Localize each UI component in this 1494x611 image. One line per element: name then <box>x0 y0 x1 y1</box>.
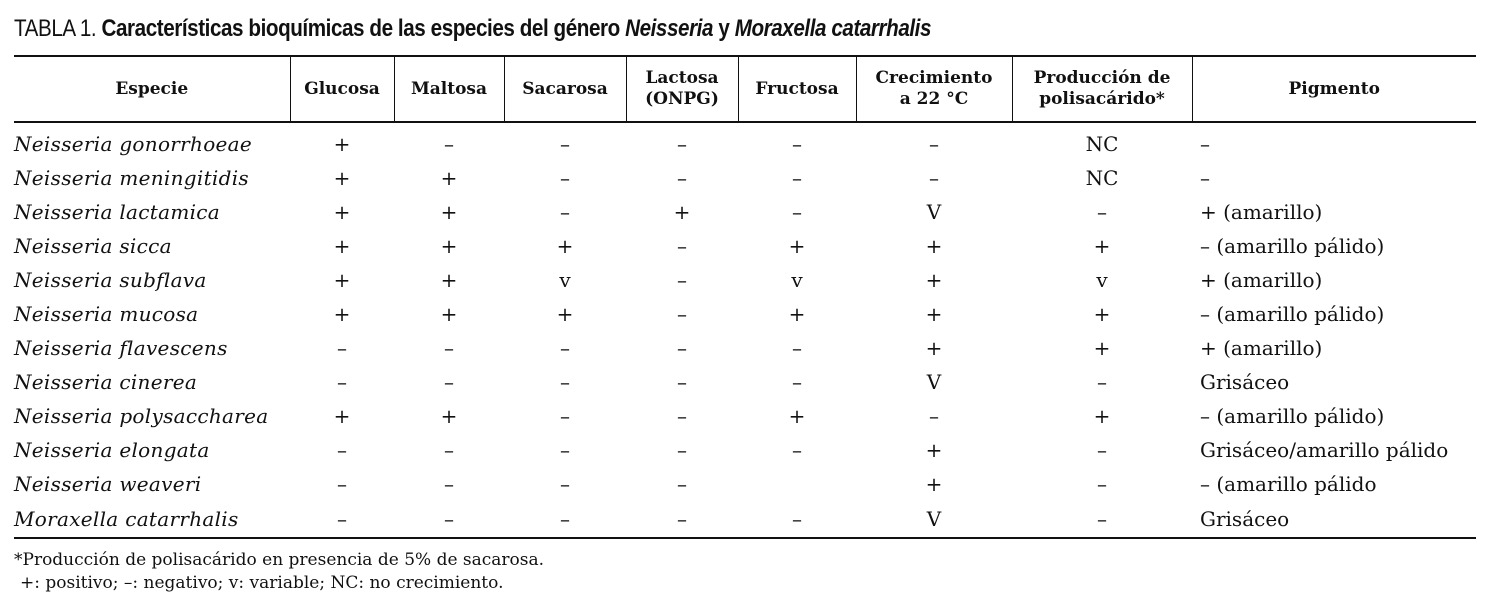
result-cell: – <box>929 132 939 156</box>
column-header <box>738 56 856 122</box>
result-cell: – <box>626 501 738 538</box>
pigment-cell: Grisáceo <box>1192 501 1476 538</box>
species-cell: Neisseria flavescens <box>14 336 228 360</box>
result-cell: – <box>560 472 570 496</box>
species-cell: Neisseria elongata <box>14 438 210 462</box>
result-cell: – <box>792 200 802 224</box>
column-header-line2: polisacárido* <box>1039 89 1165 109</box>
title-italic-genus: Neisseria <box>625 15 714 42</box>
column-header-line1: Lactosa <box>645 68 719 88</box>
result-cell: – <box>290 501 394 538</box>
result-cell: + <box>1093 234 1111 258</box>
result-cell: – <box>444 370 454 394</box>
table-header-row <box>14 56 1476 122</box>
result-cell: – <box>677 234 687 258</box>
result-cell: + <box>333 268 351 292</box>
result-cell: – <box>792 370 802 394</box>
result-cell: – <box>1097 438 1107 462</box>
table-row <box>14 399 1476 433</box>
pigment-cell: + (amarillo) <box>1200 268 1323 292</box>
species-cell: Neisseria meningitidis <box>14 166 249 190</box>
table-row <box>14 195 1476 229</box>
column-header <box>504 56 626 122</box>
result-cell: + <box>333 200 351 224</box>
pigment-cell: – <box>1200 132 1210 156</box>
pigment-cell: + (amarillo) <box>1200 200 1323 224</box>
table-row <box>14 297 1476 331</box>
result-cell: + <box>788 302 806 326</box>
result-cell: – <box>677 472 687 496</box>
table-row <box>14 229 1476 263</box>
table-body <box>14 122 1476 538</box>
result-cell: + <box>440 234 458 258</box>
column-header <box>290 56 394 122</box>
table-title <box>14 12 1271 46</box>
column-header-line2: a 22 °C <box>899 89 969 109</box>
result-cell: + <box>440 302 458 326</box>
species-cell: Neisseria weaveri <box>14 472 202 496</box>
result-cell: – <box>792 132 802 156</box>
species-cell: Neisseria sicca <box>14 234 172 258</box>
result-cell: – <box>560 132 570 156</box>
column-header <box>1192 56 1476 122</box>
result-cell: + <box>925 268 943 292</box>
column-header-line1: Fructosa <box>755 78 839 99</box>
footnote-legend: +: positivo; –: negativo; v: variable; NC: no crecimiento. <box>20 573 504 593</box>
result-cell: + <box>788 234 806 258</box>
column-header <box>856 56 1012 122</box>
result-cell: – <box>560 200 570 224</box>
result-cell: – <box>677 336 687 360</box>
pigment-cell: – <box>1200 166 1210 190</box>
result-cell: NC <box>1085 132 1119 156</box>
result-cell: – <box>444 132 454 156</box>
result-cell: + <box>1093 336 1111 360</box>
result-cell: + <box>440 200 458 224</box>
table-row <box>14 263 1476 297</box>
title-italic-species: Moraxella catarrhalis <box>734 15 932 42</box>
column-header <box>1012 56 1192 122</box>
table-row <box>14 501 1476 538</box>
pigment-cell: Grisáceo/amarillo pálido <box>1200 438 1449 462</box>
result-cell: – <box>1097 472 1107 496</box>
pigment-cell: Grisáceo <box>1200 370 1290 394</box>
column-header-line1: Crecimiento <box>875 68 993 88</box>
table-row <box>14 467 1476 501</box>
species-cell: Neisseria cinerea <box>14 370 198 394</box>
table-number: TABLA 1. <box>14 15 97 42</box>
result-cell: – <box>560 438 570 462</box>
result-cell: + <box>556 302 574 326</box>
species-cell: Neisseria lactamica <box>14 200 221 224</box>
column-header-line2: (ONPG) <box>645 89 719 109</box>
result-cell <box>738 467 856 501</box>
result-cell: – <box>738 501 856 538</box>
pigment-cell: + (amarillo) <box>1200 336 1323 360</box>
result-cell: – <box>337 336 347 360</box>
species-cell: Neisseria gonorrhoeae <box>14 132 253 156</box>
pigment-cell: – (amarillo pálido <box>1200 472 1377 496</box>
column-header-line1: Producción de <box>1033 68 1171 88</box>
column-header-line1: Glucosa <box>304 78 380 99</box>
result-cell: – <box>929 404 939 428</box>
result-cell: – <box>677 268 687 292</box>
result-cell: – <box>337 438 347 462</box>
result-cell: + <box>333 404 351 428</box>
result-cell: – <box>560 370 570 394</box>
table-row <box>14 122 1476 161</box>
result-cell: – <box>394 501 504 538</box>
result-cell: + <box>333 234 351 258</box>
result-cell: – <box>1097 200 1107 224</box>
result-cell: + <box>333 302 351 326</box>
result-cell: + <box>925 336 943 360</box>
result-cell: – <box>792 336 802 360</box>
column-header-line1: Pigmento <box>1288 78 1380 99</box>
result-cell: – <box>1097 370 1107 394</box>
result-cell: v <box>1096 268 1108 292</box>
result-cell: + <box>440 268 458 292</box>
result-cell: – <box>560 336 570 360</box>
result-cell: – <box>337 472 347 496</box>
result-cell: NC <box>1085 166 1119 190</box>
result-cell: – <box>560 166 570 190</box>
result-cell: – <box>337 370 347 394</box>
result-cell: + <box>333 132 351 156</box>
footnotes <box>14 549 1476 595</box>
result-cell: – <box>677 302 687 326</box>
result-cell: – <box>792 166 802 190</box>
result-cell: + <box>925 438 943 462</box>
result-cell: – <box>677 166 687 190</box>
result-cell: + <box>673 200 691 224</box>
table-row <box>14 331 1476 365</box>
document-page <box>14 12 1476 595</box>
result-cell: – <box>444 472 454 496</box>
result-cell: + <box>333 166 351 190</box>
result-cell: – <box>677 370 687 394</box>
result-cell: V <box>926 200 942 224</box>
result-cell: + <box>1093 302 1111 326</box>
result-cell: + <box>556 234 574 258</box>
result-cell: V <box>926 370 942 394</box>
result-cell: + <box>925 472 943 496</box>
footnote-polysaccharide: *Producción de polisacárido en presencia de 5% de sacarosa. <box>14 550 545 570</box>
result-cell: – <box>792 438 802 462</box>
table-row <box>14 365 1476 399</box>
result-cell: – <box>444 438 454 462</box>
result-cell: – <box>560 404 570 428</box>
species-cell: Neisseria polysaccharea <box>14 404 269 428</box>
column-header <box>394 56 504 122</box>
column-header-line1: Maltosa <box>410 78 488 99</box>
result-cell: – <box>929 166 939 190</box>
pigment-cell: – (amarillo pálido) <box>1200 302 1385 326</box>
result-cell: V <box>856 501 1012 538</box>
biochemical-table <box>14 55 1476 539</box>
species-cell: Moraxella catarrhalis <box>14 501 290 538</box>
result-cell: + <box>1093 404 1111 428</box>
result-cell: + <box>440 404 458 428</box>
column-header-line1: Sacarosa <box>522 78 608 99</box>
result-cell: v <box>559 268 571 292</box>
table-row <box>14 161 1476 195</box>
result-cell: – <box>677 404 687 428</box>
result-cell: – <box>677 438 687 462</box>
result-cell: + <box>925 302 943 326</box>
result-cell: + <box>788 404 806 428</box>
title-text-part2: y <box>713 15 735 42</box>
result-cell: – <box>677 132 687 156</box>
column-header-line1: Especie <box>115 78 189 99</box>
result-cell: + <box>925 234 943 258</box>
result-cell: – <box>504 501 626 538</box>
pigment-cell: – (amarillo pálido) <box>1200 404 1385 428</box>
result-cell: v <box>791 268 803 292</box>
column-header <box>14 56 290 122</box>
table-row <box>14 433 1476 467</box>
pigment-cell: – (amarillo pálido) <box>1200 234 1385 258</box>
column-header <box>626 56 738 122</box>
title-text-part1: Características bioquímicas de las especies del género <box>101 15 626 42</box>
species-cell: Neisseria mucosa <box>14 302 199 326</box>
result-cell: – <box>1012 501 1192 538</box>
result-cell: + <box>440 166 458 190</box>
result-cell: – <box>444 336 454 360</box>
species-cell: Neisseria subflava <box>14 268 207 292</box>
